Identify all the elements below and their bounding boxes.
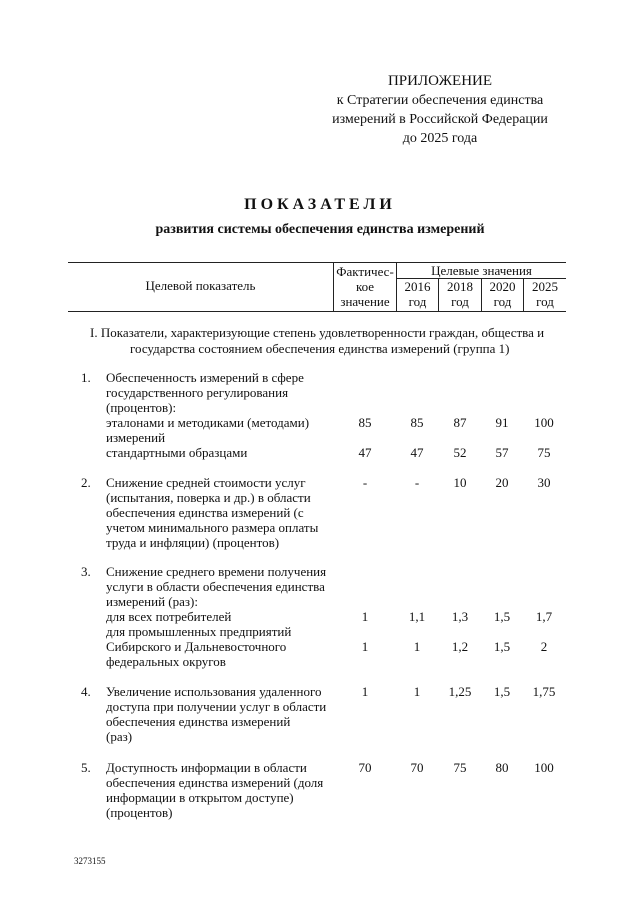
cell-2016: 1 <box>413 684 421 699</box>
appendix-heading: ПРИЛОЖЕНИЕ <box>387 73 493 89</box>
cell-actual: 1 <box>361 639 369 654</box>
cell-2020: 20 <box>495 475 509 490</box>
row-label: измерений (раз): <box>106 594 198 609</box>
row-label: Снижение средней стоимости услуг <box>106 475 306 490</box>
header-year: 2016 <box>404 279 431 294</box>
cell-actual: 1 <box>361 609 369 624</box>
row-label: труда и инфляции) (процентов) <box>106 535 280 550</box>
cell-2016: - <box>414 475 420 490</box>
appendix-line: измерений в Российской Федерации <box>332 112 548 127</box>
cell-2016: 85 <box>410 415 424 430</box>
cell-actual: 70 <box>358 760 372 775</box>
row-sublabel: федеральных округов <box>106 654 226 669</box>
row-label: обеспечения единства измерений (с <box>106 505 304 520</box>
page-title: ПОКАЗАТЕЛИ <box>244 196 396 213</box>
row-label: информации в открытом доступе) <box>106 790 294 805</box>
row-sublabel: для всех потребителей <box>106 609 232 624</box>
row-label: услуги в области обеспечения единства <box>106 579 325 594</box>
row-sublabel: измерений <box>106 430 166 445</box>
cell-2020: 91 <box>495 415 509 430</box>
header-actual-1: Фактичес- <box>336 264 394 279</box>
page-subtitle: развития системы обеспечения единства измерений <box>155 222 485 237</box>
cell-2025: 1,75 <box>532 684 556 699</box>
document-id: 3273155 <box>74 856 106 866</box>
row-label: (процентов): <box>106 400 177 415</box>
row-label: Снижение среднего времени получения <box>106 564 327 579</box>
cell-2016: 47 <box>410 445 424 460</box>
cell-2018: 52 <box>453 445 467 460</box>
cell-2018: 87 <box>453 415 467 430</box>
cell-2020: 1,5 <box>493 684 511 699</box>
cell-2020: 57 <box>495 445 509 460</box>
row-label: государственного регулирования <box>106 385 289 400</box>
header-year-unit: год <box>408 294 427 309</box>
cell-2025: 100 <box>534 760 554 775</box>
header-bottom-rule <box>68 311 566 312</box>
cell-2025: 2 <box>540 639 548 654</box>
row-sublabel: для промышленных предприятий <box>106 624 292 639</box>
cell-actual: 1 <box>361 684 369 699</box>
header-target: Целевые значения <box>431 263 532 278</box>
cell-2020: 1,5 <box>493 609 511 624</box>
header-indicator: Целевой показатель <box>145 278 256 293</box>
row-label: (процентов) <box>106 805 173 820</box>
cell-2016: 70 <box>410 760 424 775</box>
cell-2020: 80 <box>495 760 509 775</box>
header-year-unit: год <box>493 294 512 309</box>
cell-2025: 100 <box>534 415 554 430</box>
row-number: 3. <box>81 564 91 579</box>
row-label: Доступность информации в области <box>106 760 307 775</box>
row-label: обеспечения единства измерений (доля <box>106 775 324 790</box>
row-sublabel: стандартными образцами <box>106 445 248 460</box>
row-label: Увеличение использования удаленного <box>106 684 322 699</box>
row-sublabel: эталонами и методиками (методами) <box>106 415 310 430</box>
cell-2016: 1,1 <box>408 609 426 624</box>
header-year-unit: год <box>536 294 554 309</box>
cell-2018: 10 <box>453 475 467 490</box>
header-actual-3: значение <box>340 294 390 309</box>
row-number: 2. <box>81 475 91 490</box>
header-actual-2: кое <box>355 279 375 294</box>
row-label: обеспечения единства измерений <box>106 714 291 729</box>
cell-2018: 75 <box>453 760 467 775</box>
row-label: доступа при получении услуг в области <box>106 699 327 714</box>
section-heading: I. Показатели, характеризующие степень удовлетворенности граждан, общества и <box>90 325 545 340</box>
appendix-block <box>300 72 580 148</box>
header-year: 2018 <box>447 279 473 294</box>
cell-2020: 1,5 <box>493 639 511 654</box>
appendix-line: к Стратегии обеспечения единства <box>336 93 544 108</box>
cell-actual: - <box>362 475 368 490</box>
row-number: 1. <box>81 370 91 385</box>
cell-actual: 47 <box>358 445 372 460</box>
cell-actual: 85 <box>358 415 372 430</box>
row-label: учетом минимального размера оплаты <box>106 520 319 535</box>
cell-2016: 1 <box>413 639 421 654</box>
header-year-unit: год <box>451 294 469 309</box>
cell-2025: 75 <box>537 445 551 460</box>
cell-2018: 1,2 <box>451 639 469 654</box>
row-number: 5. <box>81 760 91 775</box>
cell-2025: 30 <box>537 475 551 490</box>
section-heading: государства состоянием обеспечения единства измерений (группа 1) <box>130 341 510 356</box>
cell-2025: 1,7 <box>535 609 553 624</box>
cell-2018: 1,3 <box>451 609 469 624</box>
header-year: 2020 <box>489 279 516 294</box>
cell-2018: 1,25 <box>448 684 472 699</box>
appendix-line: до 2025 года <box>402 131 478 146</box>
row-label: Обеспеченность измерений в сфере <box>106 370 304 385</box>
row-label: (испытания, поверка и др.) в области <box>106 490 311 505</box>
row-number: 4. <box>81 684 91 699</box>
row-label: (раз) <box>106 729 133 744</box>
row-sublabel: Сибирского и Дальневосточного <box>106 639 287 654</box>
header-year: 2025 <box>532 279 558 294</box>
